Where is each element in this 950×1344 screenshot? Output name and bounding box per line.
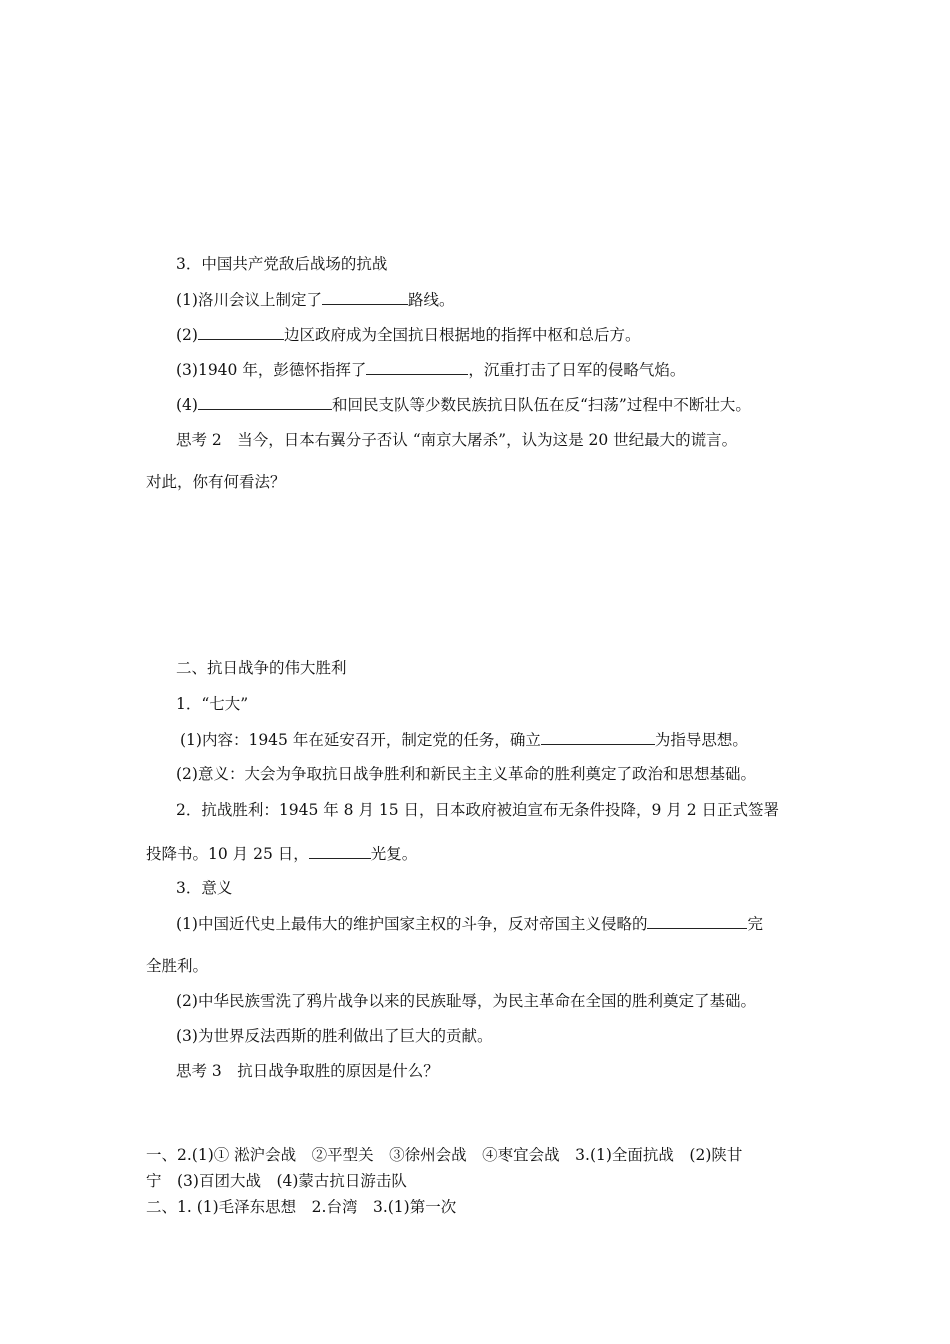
question-text: 思考 2 当今，日本右翼分子否认 “南京大屠杀”，认为这是 20 世纪最大的谎言。 bbox=[176, 431, 738, 449]
item-text: 全胜利。 bbox=[146, 957, 209, 975]
answer-blank[interactable] bbox=[198, 394, 332, 410]
answer-key-line bbox=[146, 1171, 407, 1191]
fill-item bbox=[176, 324, 640, 345]
heading-text: 3．意义 bbox=[176, 879, 233, 897]
item-text: (3)为世界反法西斯的胜利做出了巨大的贡献。 bbox=[176, 1027, 493, 1045]
item-text: (4) bbox=[176, 396, 198, 414]
list-item bbox=[176, 991, 756, 1011]
item-text: ，沉重打击了日军的侵略气焰。 bbox=[468, 361, 686, 379]
item-text: (1)洛川会议上制定了 bbox=[176, 291, 322, 309]
answer-blank[interactable] bbox=[366, 359, 468, 375]
answer-key-line bbox=[146, 1145, 742, 1165]
item-text: 投降书。10 月 25 日， bbox=[146, 845, 309, 863]
subsection-heading bbox=[176, 694, 248, 714]
list-item bbox=[176, 764, 756, 784]
item-text: (2)意义：大会为争取抗日战争胜利和新民主主义革命的胜利奠定了政治和思想基础。 bbox=[176, 765, 756, 783]
item-text: 完 bbox=[747, 915, 763, 933]
item-text: 光复。 bbox=[370, 845, 418, 863]
answer-key-line bbox=[146, 1197, 456, 1217]
list-item bbox=[176, 1026, 492, 1046]
question-text: 对此，你有何看法？ bbox=[146, 473, 286, 491]
item-text: 边区政府成为全国抗日根据地的指挥中枢和总后方。 bbox=[283, 326, 641, 344]
paragraph bbox=[176, 800, 779, 820]
item-text: (1)内容：1945 年在延安召开，制定党的任务，确立 bbox=[180, 731, 541, 749]
think-question bbox=[176, 430, 737, 450]
heading-text: 3．中国共产党敌后战场的抗战 bbox=[176, 255, 388, 273]
fill-item bbox=[146, 843, 417, 864]
item-text: (1)中国近代史上最伟大的维护国家主权的斗争，反对帝国主义侵略的 bbox=[176, 915, 648, 933]
item-text: 和回民支队等少数民族抗日队伍在反“扫荡”过程中不断壮大。 bbox=[331, 396, 751, 414]
fill-item-cont bbox=[146, 956, 208, 976]
answer-blank[interactable] bbox=[647, 913, 747, 929]
fill-item bbox=[176, 359, 685, 380]
think-question-cont bbox=[146, 472, 286, 492]
section-heading bbox=[176, 254, 387, 274]
item-text: (2) bbox=[176, 326, 198, 344]
answer-text: 宁 (3)百团大战 (4)蒙古抗日游击队 bbox=[146, 1172, 407, 1190]
think-question bbox=[176, 1061, 439, 1081]
answer-blank[interactable] bbox=[198, 324, 284, 340]
item-text: (3)1940 年，彭德怀指挥了 bbox=[176, 361, 367, 379]
subsection-heading bbox=[176, 878, 232, 898]
item-text: 为指导思想。 bbox=[654, 731, 748, 749]
answer-blank[interactable] bbox=[322, 289, 408, 305]
question-text: 思考 3 抗日战争取胜的原因是什么？ bbox=[176, 1062, 439, 1080]
fill-item bbox=[180, 729, 748, 750]
part-heading bbox=[176, 658, 347, 678]
fill-item bbox=[176, 913, 763, 934]
heading-text: 1．“七大” bbox=[176, 695, 249, 713]
fill-item bbox=[176, 394, 751, 415]
answer-blank[interactable] bbox=[309, 843, 371, 859]
item-text: (2)中华民族雪洗了鸦片战争以来的民族耻辱，为民主革命在全国的胜利奠定了基础。 bbox=[176, 992, 756, 1010]
heading-text: 二、抗日战争的伟大胜利 bbox=[176, 659, 347, 677]
item-text: 2．抗战胜利：1945 年 8 月 15 日，日本政府被迫宣布无条件投降，9 月 2 日正式签署 bbox=[176, 801, 780, 819]
answer-blank[interactable] bbox=[541, 729, 655, 745]
answer-text: 二、1. (1)毛泽东思想 2.台湾 3.(1)第一次 bbox=[146, 1198, 457, 1216]
item-text: 路线。 bbox=[407, 291, 455, 309]
fill-item bbox=[176, 289, 454, 310]
answer-text: 一、2.(1)① 淞沪会战 ②平型关 ③徐州会战 ④枣宜会战 3.(1)全面抗战 (2)陕甘 bbox=[146, 1146, 743, 1164]
